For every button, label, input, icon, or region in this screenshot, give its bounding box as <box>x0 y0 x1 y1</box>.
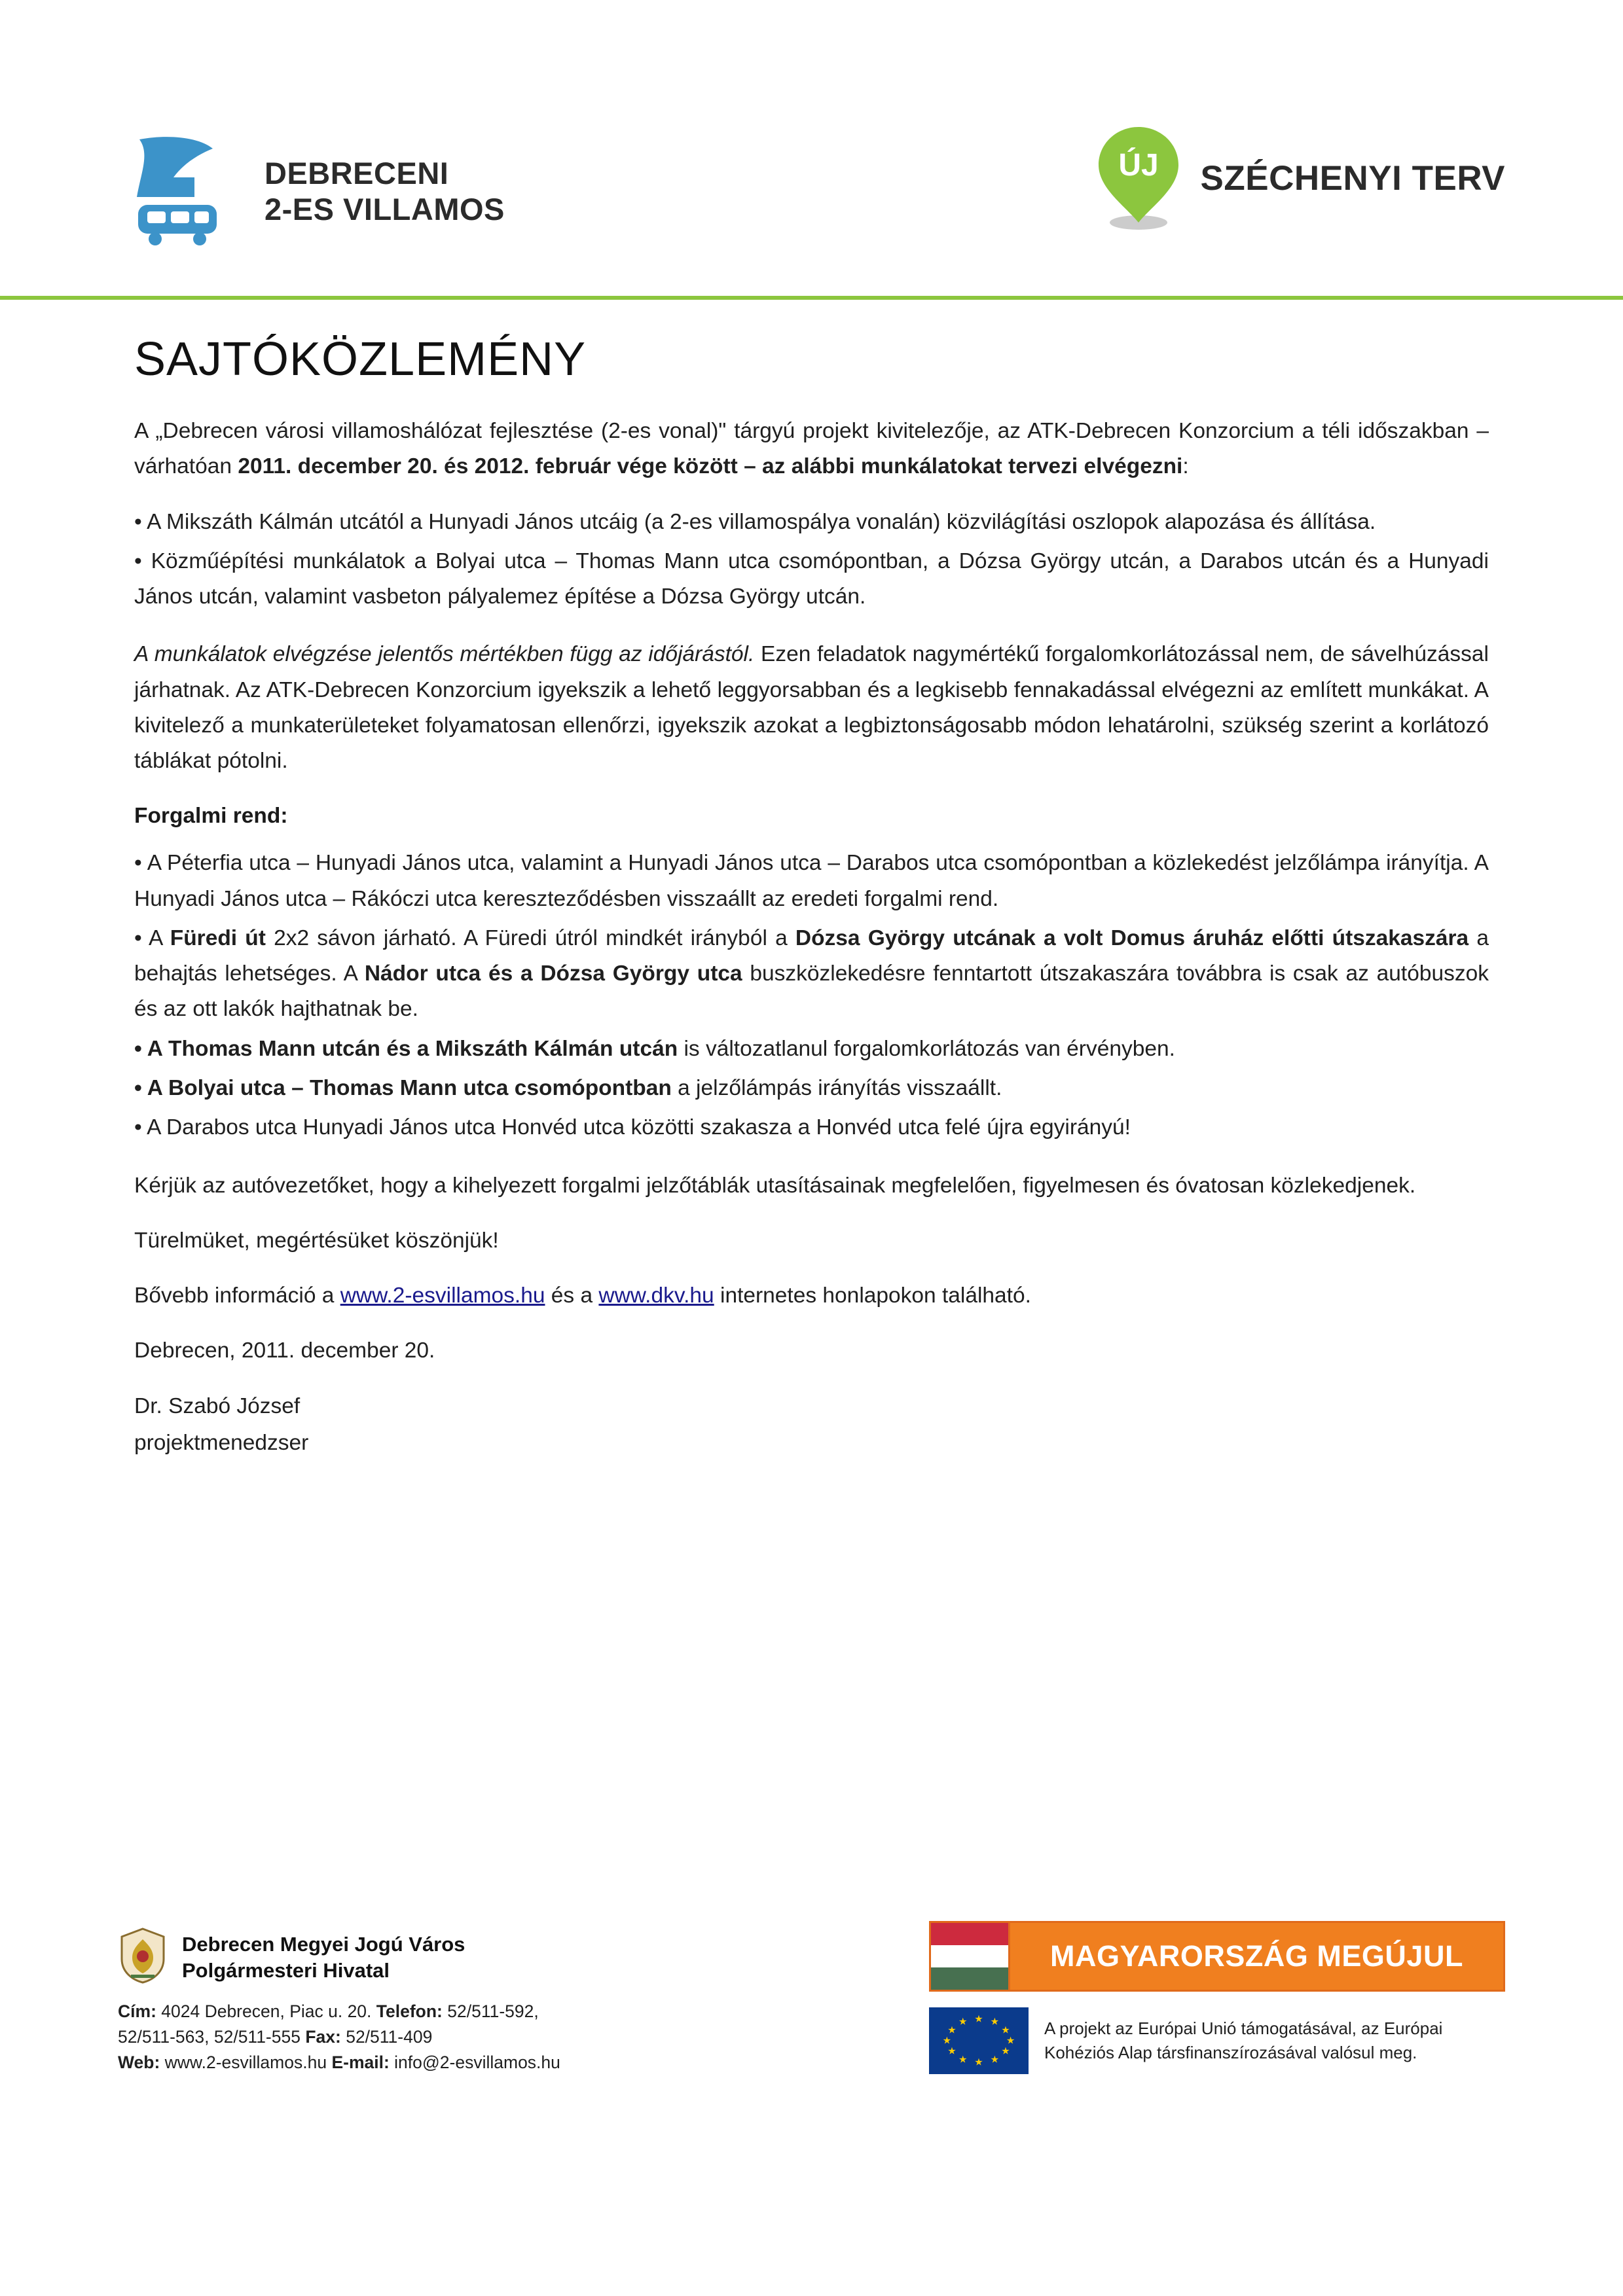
page-title: SAJTÓKÖZLEMÉNY <box>134 333 587 386</box>
weather-italic: A munkálatok elvégzése jelentős mértékben függ az időjárástól. <box>134 642 755 667</box>
segment-text: • A Péterfia utca – Hunyadi János utca, valamint a Hunyadi János utca – Darabos utca csomópontban a közlekedést jelzőlámpa irányítja. A Hunyadi János utca – Rákóczi utca kereszteződésben visszaállt az eredeti forgalmi rend. <box>134 851 1489 911</box>
closing-paragraph: Kérjük az autóvezetőket, hogy a kihelyezett forgalmi jelzőtáblák utasításainak megfelelően, figyelmesen és óvatosan közlekedjenek. <box>134 1173 1416 1198</box>
organization-line1: Debrecen Megyei Jogú Város <box>182 1933 465 1956</box>
eu-text-line1: A projekt az Európai Unió támogatásával, az Európai <box>1044 2018 1443 2039</box>
segment-text-bold: • A Bolyai utca – Thomas Mann utca csomópontban <box>134 1075 672 1100</box>
traffic-heading: Forgalmi rend: <box>134 804 288 829</box>
link-dkv[interactable]: www.dkv.hu <box>598 1283 714 1308</box>
info-middle: és a <box>545 1283 599 1308</box>
info-paragraph <box>134 1278 1489 1314</box>
magyarorszag-megujul-banner <box>929 1921 1505 1992</box>
signature-role: projektmenedzser <box>134 1430 309 1455</box>
intro-part2: : <box>1182 454 1189 479</box>
logo-left-text <box>264 156 505 227</box>
traffic-bullet-3 <box>134 1031 1489 1067</box>
header-divider <box>0 296 1623 300</box>
organization-name <box>182 1928 465 1984</box>
contact-line-3 <box>118 2050 838 2075</box>
segment-text-bold: • A Thomas Mann utcán és a Mikszáth Kálmán utcán <box>134 1036 678 1061</box>
debreceni-villamos-logo <box>121 134 505 249</box>
thanks-paragraph: Türelmüket, megértésüket köszönjük! <box>134 1228 499 1253</box>
intro-paragraph <box>134 414 1489 485</box>
fax-value: 52/511-409 <box>340 2026 433 2047</box>
intro-part1: A „Debrecen városi villamoshálózat fejlesztése (2-es vonal)" tárgyú projekt kivitelezője, az ATK-Debrecen Konzorcium a téli időszakban – várhatóan <box>134 419 1489 479</box>
email-label: E-mail: <box>331 2052 390 2072</box>
document-footer <box>0 1908 1623 2296</box>
magyarorszag-megujul-text: MAGYARORSZÁG MEGÚJUL <box>1050 1939 1463 1973</box>
footer-right-block <box>929 1921 1505 2074</box>
segment-text: 2x2 sávon járható. A Füredi útról mindkét irányból a <box>265 925 795 950</box>
signature-name: Dr. Szabó József <box>134 1393 301 1418</box>
email-value: info@2-esvillamos.hu <box>389 2052 560 2072</box>
tram-logo-icon <box>121 134 242 249</box>
traffic-bullet-5 <box>134 1110 1489 1145</box>
footer-left-block <box>118 1928 838 2075</box>
segment-text-bold: Füredi út <box>170 925 266 950</box>
segment-text-bold: Nádor utca és a Dózsa György utca <box>364 961 742 986</box>
contact-block <box>118 1999 838 2075</box>
segment-text-bold: Dózsa György utcának a volt Domus áruház előtti útszakaszára <box>795 925 1469 950</box>
info-prefix: Bővebb információ a <box>134 1283 340 1308</box>
segment-text: buszközlekedésre fenntartott útszakaszára továbbra is csak az autóbuszok és az ott lakók hajthatnak be. <box>134 961 1489 1022</box>
eu-text-line2: Kohéziós Alap társfinanszírozásával valósul meg. <box>1044 2043 1417 2062</box>
work-bullet-1: • A Mikszáth Kálmán utcától a Hunyadi János utcáig (a 2-es villamospálya vonalán) közvilágítási oszlopok alapozása és állítása. <box>134 509 1376 534</box>
work-bullet-2: • Közműépítési munkálatok a Bolyai utca – Thomas Mann utca csomópontban, a Dózsa György utcán, a Darabos utcán és a Hunyadi János utcán, valamint vasbeton pályalemez építése a Dózsa György utcán. <box>134 548 1489 609</box>
szechenyi-terv-logo <box>1096 124 1505 232</box>
logo-left-line1: DEBRECENI <box>264 155 449 190</box>
phone-value: 52/511-592, <box>442 2001 539 2021</box>
segment-text: • A Darabos utca Hunyadi János utca Honvéd utca közötti szakasza a Honvéd utca felé újra egyirányú! <box>134 1115 1131 1140</box>
link-2esvillamos[interactable]: www.2-esvillamos.hu <box>340 1283 545 1308</box>
traffic-bullet-2 <box>134 921 1489 1028</box>
document-header <box>0 0 1623 281</box>
place-date: Debrecen, 2011. december 20. <box>134 1338 435 1363</box>
info-suffix: internetes honlapokon található. <box>714 1283 1031 1308</box>
szechenyi-pin-icon <box>1096 124 1181 232</box>
szechenyi-terv-text: SZÉCHENYI TERV <box>1200 159 1505 198</box>
contact-line-1 <box>118 1999 838 2024</box>
document-body <box>0 313 1623 1480</box>
svg-text:ÚJ: ÚJ <box>1118 148 1159 183</box>
organization-line2: Polgármesteri Hivatal <box>182 1959 390 1982</box>
segment-text: a jelzőlámpás irányítás visszaállt. <box>671 1075 1002 1100</box>
traffic-bullet-1 <box>134 846 1489 917</box>
address-label: Cím: <box>118 2001 156 2021</box>
phone-value-2: 52/511-563, 52/511-555 <box>118 2026 306 2047</box>
eu-flag-icon: ★ ★ ★ ★ ★ ★ ★ ★ ★ ★ ★ ★ <box>929 2007 1029 2074</box>
segment-text: • A <box>134 925 170 950</box>
segment-text: is változatlanul forgalomkorlátozás van érvényben. <box>678 1036 1175 1061</box>
web-value: www.2-esvillamos.hu <box>160 2052 332 2072</box>
phone-label: Telefon: <box>376 2001 443 2021</box>
eu-funding-row <box>929 2007 1505 2074</box>
contact-line-2 <box>118 2024 838 2050</box>
logo-left-line2: 2-ES VILLAMOS <box>264 191 505 226</box>
intro-bold: 2011. december 20. és 2012. február vége között – az alábbi munkálatokat tervezi elvégezni <box>238 454 1183 479</box>
traffic-bullet-4 <box>134 1071 1489 1106</box>
web-label: Web: <box>118 2052 160 2072</box>
fax-label: Fax: <box>305 2026 341 2047</box>
debrecen-coat-of-arms-icon <box>118 1928 168 1984</box>
eu-funding-text <box>1044 2017 1442 2065</box>
organization-row <box>118 1928 838 1984</box>
weather-paragraph <box>134 637 1489 779</box>
weather-rest: Ezen feladatok nagymértékű forgalomkorlátozással nem, de sávelhúzással járhatnak. Az ATK-Debrecen Konzorcium igyekszik a lehető leggyorsabban és a legkisebb fennakadással elvégezni az említett munkákat. A kivitelező a munkaterületeket folyamatosan ellenőrzi, igyekszik azokat a legbiztonságosabb módon lehatárolni, szükség szerint a korlátozó táblákat pótolni. <box>134 642 1489 774</box>
segment-text: a behajtás lehetséges. A <box>134 925 1489 986</box>
address-value: 4024 Debrecen, Piac u. 20. <box>156 2001 376 2021</box>
hungarian-flag-icon <box>931 1923 1010 1990</box>
